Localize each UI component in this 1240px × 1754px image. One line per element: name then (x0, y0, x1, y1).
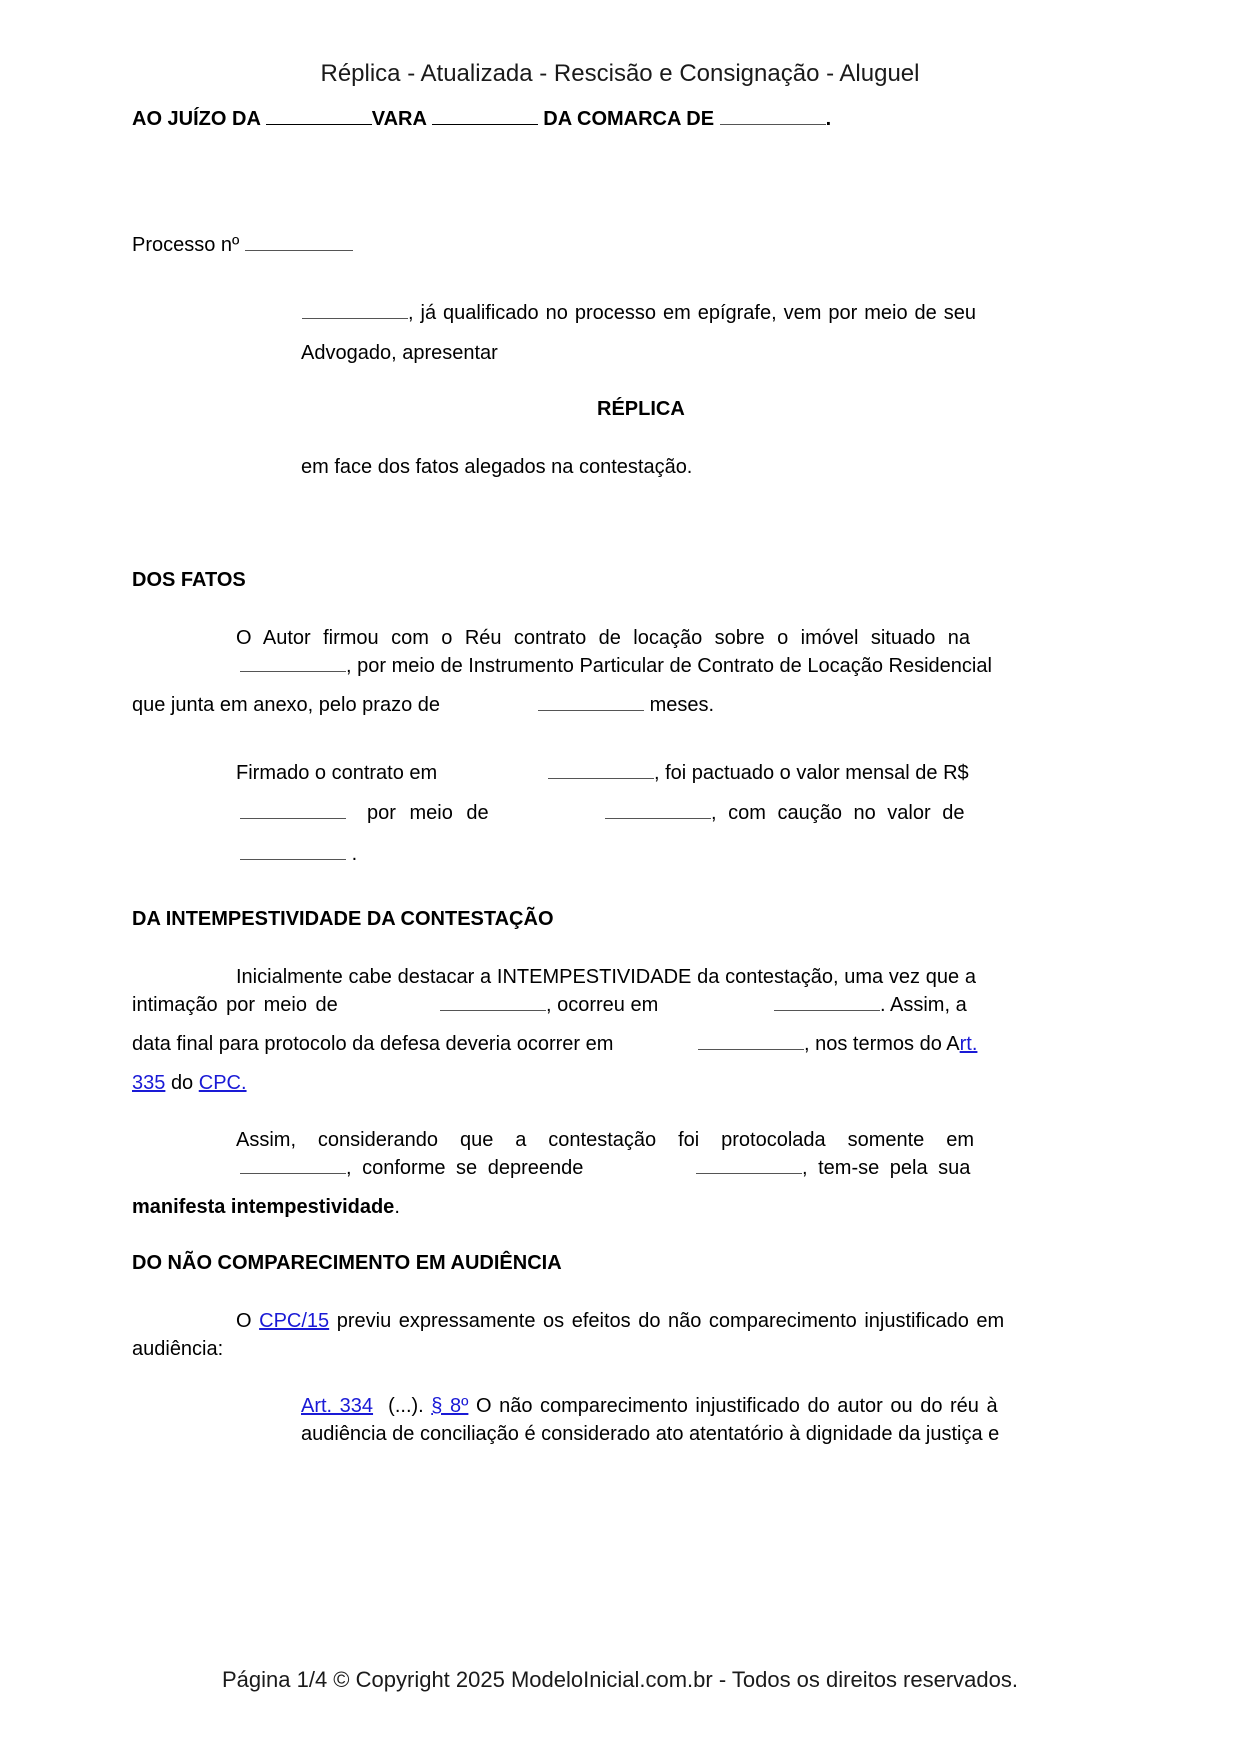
blank-field-contract-date[interactable] (548, 762, 654, 779)
link-art-335-number[interactable]: 335 (132, 1072, 166, 1094)
addressee-line (132, 108, 831, 131)
blank-field-comarca[interactable] (720, 108, 826, 125)
intemp-p1-line2c (774, 994, 967, 1017)
section-heading-facts: DOS FATOS (132, 569, 246, 591)
facts-p1-line2 (240, 655, 992, 678)
facts-p1-line1: O Autor firmou com o Réu contrato de locação sobre o imóvel situado na (236, 627, 970, 649)
facts-text: , foi pactuado o valor mensal de R$ (654, 762, 969, 784)
page-footer: Página 1/4 © Copyright 2025 ModeloInicial.com.br - Todos os direitos reservados. (222, 1667, 1018, 1692)
blank-field-term-months[interactable] (538, 694, 644, 711)
facts-p2-line1b (548, 762, 969, 785)
facts-p1-line3 (132, 694, 440, 717)
blank-field-process-number[interactable] (245, 234, 353, 251)
audiencia-p1-line1 (236, 1310, 1004, 1333)
addressee-end: . (825, 108, 832, 130)
facts-text: , com caução no valor de (711, 802, 965, 824)
link-paragraph-8[interactable]: § 8º (431, 1395, 469, 1417)
intemp-p1-line1: Inicialmente cabe destacar a INTEMPESTIVIDADE da contestação, uma vez que a (236, 966, 976, 988)
blank-field-intimation-date[interactable] (774, 994, 880, 1011)
intemp-text: . (394, 1196, 400, 1218)
facts-p2-line2b (605, 802, 964, 825)
intemp-text: , ocorreu em (546, 994, 659, 1016)
audiencia-p1-line2: audiência: (132, 1338, 224, 1360)
link-cpc[interactable]: CPC. (198, 1072, 247, 1094)
addressee-part3: DA COMARCA DE (543, 108, 715, 130)
blank-field-property-address[interactable] (240, 655, 346, 672)
quote-text: O não comparecimento injustificado do autor ou do réu à (475, 1395, 998, 1417)
blank-field-intimation-method[interactable] (440, 994, 546, 1011)
facts-p2-line1a: Firmado o contrato em (236, 762, 438, 784)
document-header-title: Réplica - Atualizada - Rescisão e Consignação - Aluguel (320, 60, 920, 87)
intro-text: , já qualificado no processo em epígrafe, vem por meio de seu (408, 302, 976, 324)
intemp-text: do (170, 1072, 194, 1094)
blank-field-monthly-value[interactable] (240, 802, 346, 819)
blank-field-payment-method[interactable] (605, 802, 711, 819)
blank-field-filing-date[interactable] (240, 1157, 346, 1174)
intemp-p2-line1: Assim, considerando que a contestação foi protocolada somente em (236, 1129, 974, 1151)
audiencia-quote-line2: audiência de conciliação é considerado ato atentatório à dignidade da justiça e (301, 1423, 1000, 1445)
facts-text: , por meio de Instrumento Particular de Contrato de Locação Residencial (346, 655, 992, 677)
process-number-line (132, 234, 353, 257)
intemp-text: . Assim, a (880, 994, 967, 1016)
section-heading-audiencia: DO NÃO COMPARECIMENTO EM AUDIÊNCIA (132, 1252, 562, 1274)
intemp-emphasis: manifesta intempestividade (132, 1196, 395, 1218)
addressee-part2: VARA (371, 108, 427, 130)
section-heading-intempestividade: DA INTEMPESTIVIDADE DA CONTESTAÇÃO (132, 908, 554, 930)
intro-line-1 (302, 302, 976, 325)
facts-p2-line2 (240, 802, 346, 825)
replica-title: RÉPLICA (597, 398, 685, 420)
audiencia-text: previu expressamente os efeitos do não comparecimento injustificado em (336, 1310, 1005, 1332)
blank-field-deposit-value[interactable] (240, 843, 346, 860)
facts-text: . (351, 843, 358, 865)
intemp-text: , conforme se depreende (346, 1157, 584, 1179)
intemp-text: , nos termos do A (804, 1033, 960, 1055)
intemp-p1-line3a: data final para protocolo da defesa deveria ocorrer em (132, 1033, 614, 1055)
blank-field-deadline-date[interactable] (698, 1033, 804, 1050)
facts-p2-line2a: por meio de (367, 802, 489, 824)
process-label: Processo nº (132, 234, 240, 256)
link-art-335[interactable]: rt. (959, 1033, 978, 1055)
intemp-p1-line3b (698, 1033, 977, 1056)
addressee-part1: AO JUÍZO DA (132, 108, 261, 130)
intemp-p2-line2a (240, 1157, 583, 1180)
quote-text: (...). (388, 1395, 424, 1417)
intro-line-2: Advogado, apresentar (301, 342, 498, 364)
facts-p1-line3b (538, 694, 714, 717)
intemp-p1-line2b (440, 994, 658, 1017)
intemp-p2-line2b (696, 1157, 970, 1180)
blank-field-evidence-source[interactable] (696, 1157, 802, 1174)
intemp-p2-line3 (132, 1196, 400, 1219)
link-cpc15[interactable]: CPC/15 (259, 1310, 330, 1332)
intemp-text: , tem-se pela sua (802, 1157, 971, 1179)
link-art-334[interactable]: Art. 334 (301, 1395, 374, 1417)
intro-end: em face dos fatos alegados na contestação. (301, 456, 693, 478)
facts-text: que junta em anexo, pelo prazo de (132, 694, 440, 716)
audiencia-quote-line1 (301, 1395, 998, 1418)
blank-field-vara-type[interactable] (432, 108, 538, 125)
intemp-p1-line2a: intimação por meio de (132, 994, 338, 1016)
facts-text: meses. (649, 694, 715, 716)
audiencia-text: O (236, 1310, 252, 1332)
blank-field-vara-number[interactable] (266, 108, 372, 125)
facts-p2-line3 (240, 843, 357, 866)
intemp-p1-line4 (132, 1072, 247, 1095)
blank-field-party-name[interactable] (302, 302, 408, 319)
